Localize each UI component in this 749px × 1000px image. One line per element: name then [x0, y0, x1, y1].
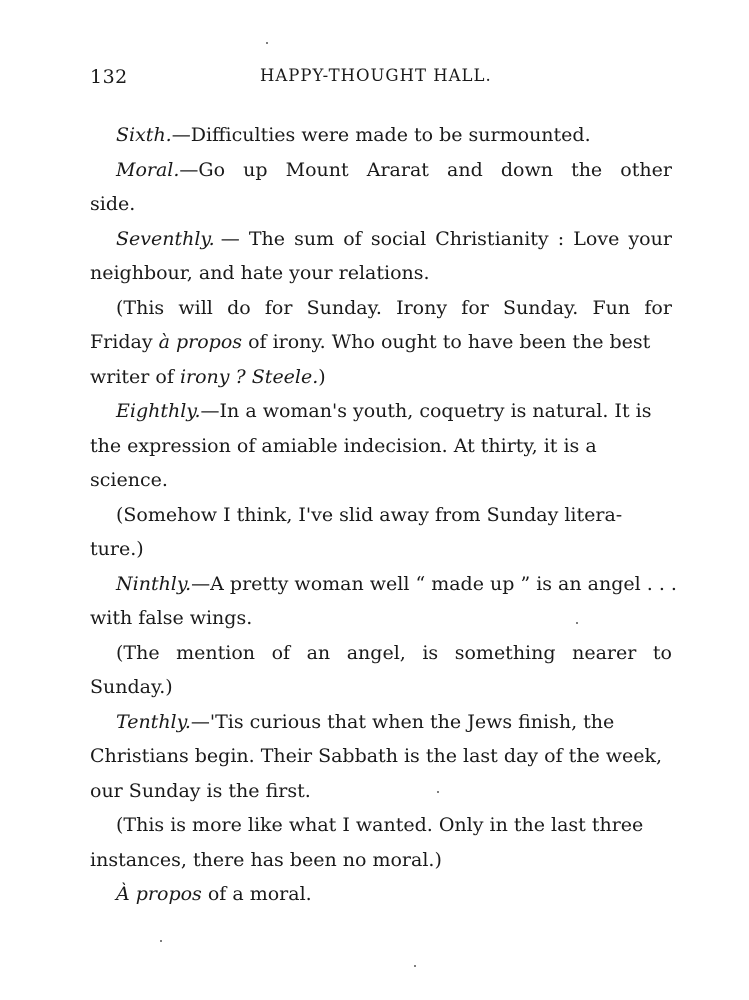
text-line: instances, there has been no moral.) [90, 848, 442, 871]
paragraph-ninthly [90, 567, 677, 636]
text-line: the expression of amiable indecision. At thirty, it is a [90, 434, 597, 457]
text-line: side. [90, 193, 136, 215]
text-fragment: writer of [90, 365, 174, 388]
text-fragment: of irony. Who ought to have been the best [248, 331, 651, 353]
print-speck [266, 42, 268, 44]
text-line: with false wings. [90, 607, 253, 629]
paragraph-lead: Moral. [116, 158, 180, 181]
paragraph-lead: Ninthly. [116, 572, 192, 595]
text-line [90, 325, 672, 360]
text-line: ture.) [90, 538, 144, 560]
text-line [90, 705, 672, 740]
word: Sunday. [306, 296, 382, 319]
print-speck [160, 940, 162, 942]
text-fragment: Friday [90, 331, 153, 353]
word: the [571, 158, 603, 181]
justified-line [90, 153, 672, 188]
word: Mount [285, 158, 349, 181]
page-header [90, 66, 672, 96]
text-line: (Somehow I think, I've slid away from Sunday litera- [116, 503, 623, 526]
text-fragment: ) [318, 365, 326, 388]
word: for [461, 296, 489, 319]
word: up [243, 158, 268, 181]
paragraph-lead: Sixth. [116, 124, 172, 146]
paragraph-lead: À propos [116, 883, 202, 905]
text-line: our Sunday is the first. [90, 779, 311, 802]
italic-fragment: à propos [158, 331, 243, 353]
print-speck [576, 622, 578, 624]
text-line: neighbour, and hate your relations. [90, 262, 430, 284]
paragraph-lead: Seventhly. [116, 227, 215, 250]
word: Christianity [435, 227, 549, 250]
running-title: HAPPY-THOUGHT HALL. [260, 66, 492, 85]
word: angel, [346, 641, 406, 664]
paragraph-lead: Eighthly. [116, 400, 201, 422]
word: Sunday. [503, 296, 579, 319]
paragraph-moral [90, 153, 672, 222]
text-line: (This is more like what I wanted. Only in the last three [116, 814, 644, 836]
paragraph-lead: Tenthly. [116, 710, 191, 733]
paragraph-a-propos [90, 877, 672, 912]
word: The [248, 227, 285, 250]
word: will [178, 296, 213, 319]
word: an [306, 641, 331, 664]
text-line [90, 360, 672, 395]
paragraph-text: of a moral. [201, 883, 312, 905]
justified-line [90, 222, 672, 257]
paragraph-tenthly [90, 705, 672, 809]
word: —Go [179, 158, 226, 181]
text-line: Christians begin. Their Sabbath is the last day of the week, [90, 745, 663, 767]
print-speck [437, 791, 439, 793]
word: of [271, 641, 291, 664]
word: to [652, 641, 672, 664]
word: : [557, 227, 565, 250]
paragraph-seventhly [90, 222, 672, 291]
word: and [447, 158, 483, 181]
justified-line [90, 636, 672, 671]
word: for [644, 296, 672, 319]
text-line: science. [90, 469, 168, 491]
word: sum [294, 227, 335, 250]
paragraph-aside-moral [90, 808, 672, 877]
text-fragment: —In a woman's youth, coquetry is natural. It is [200, 400, 652, 422]
word: Love [573, 227, 620, 250]
paragraph-sunday-note [90, 291, 672, 395]
print-speck [414, 965, 416, 967]
paragraph-sixth [90, 118, 672, 153]
word: Fun [592, 296, 631, 319]
word: — [220, 227, 240, 250]
word: Ararat [366, 158, 429, 181]
word: nearer [572, 641, 637, 664]
italic-fragment: irony ? Steele. [179, 365, 319, 388]
word: social [370, 227, 427, 250]
word: of [343, 227, 362, 250]
justified-line [90, 291, 672, 326]
body-text [90, 118, 677, 912]
word: something [454, 641, 556, 664]
word: is [422, 641, 439, 664]
word: for [264, 296, 293, 319]
paragraph-eighthly [90, 394, 672, 498]
paragraph-text: —Difficulties were made to be surmounted. [171, 124, 591, 146]
word: down [500, 158, 553, 181]
word: (The [116, 641, 160, 664]
word: other [620, 158, 672, 181]
text-line: Sunday.) [90, 676, 173, 698]
text-fragment: —A pretty woman well “ made up ” is an angel . . . [191, 572, 677, 595]
text-line [90, 394, 672, 429]
paragraph-aside-angel [90, 636, 672, 705]
word: (This [116, 296, 165, 319]
word: mention [176, 641, 256, 664]
word: your [628, 227, 672, 250]
word: do [227, 296, 251, 319]
paragraph-aside-literature [90, 498, 672, 567]
page-number: 132 [90, 66, 128, 88]
word: Irony [396, 296, 448, 319]
text-fragment: —'Tis curious that when the Jews finish, the [190, 710, 615, 733]
text-line [90, 567, 677, 602]
